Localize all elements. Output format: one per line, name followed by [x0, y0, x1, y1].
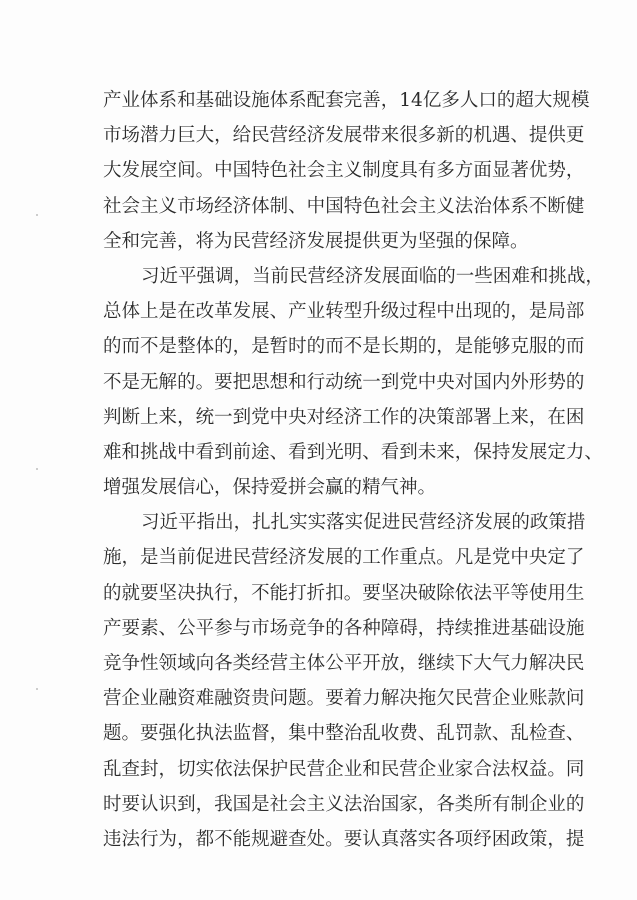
text-line: 总 体 上 是 在 改 革 发 展 、 产 业 转 型 升 级 过 程 中 出 现 的 ， 是 局 部 — [103, 301, 585, 323]
text-line: 习 近 平 指 出 ， 扎 扎 实 实 落 实 促 进 民 营 经 济 发 展 的 政 策 措 — [141, 512, 586, 534]
body-text — [103, 83, 604, 857]
text-line: 乱 查 封 ， 切 实 依 法 保 护 民 营 企 业 和 民 营 企 业 家 合 法 权 益 。 同 — [103, 758, 585, 780]
text-line: 社 会 主 义 市 场 经 济 体 制 、 中 国 特 色 社 会 主 义 法 治 体 系 不 断 健 — [103, 195, 585, 217]
scan-speck — [36, 214, 38, 216]
text-line: 判 断 上 来 ， 统 一 到 党 中 央 对 经 济 工 作 的 决 策 部 署 上 来 ， 在 困 — [103, 406, 585, 428]
text-line: 难 和 挑 战 中 看 到 前 途 、 看 到 光 明 、 看 到 未 来 ， 保 持 发 展 定 力 、 — [103, 441, 603, 463]
scan-speck — [36, 468, 38, 470]
text-line: 不 是 无 解 的 。 要 把 思 想 和 行 动 统 一 到 党 中 央 对 国 内 外 形 势 的 — [103, 371, 585, 393]
scan-speck — [36, 688, 38, 690]
text-line: 的 就 要 坚 决 执 行 ， 不 能 打 折 扣 。 要 坚 决 破 除 依 法 平 等 使 用 生 — [103, 582, 585, 604]
text-line: 市 场 潜 力 巨 大 ， 给 民 营 经 济 发 展 带 来 很 多 新 的 机 遇 、 提 供 更 — [103, 125, 585, 147]
text-line: 施 ， 是 当 前 促 进 民 营 经 济 发 展 的 工 作 重 点 。 凡 是 党 中 央 定 了 — [103, 547, 585, 569]
text-line: 竞 争 性 领 域 向 各 类 经 营 主 体 公 平 开 放 ， 继 续 下 大 气 力 解 决 民 — [103, 653, 585, 674]
text-line: 违 法 行 为 ， 都 不 能 规 避 查 处 。 要 认 真 落 实 各 项 纾 困 政 策 ， 提 — [103, 828, 585, 850]
text-line: 产 要 素 、 公 平 参 与 市 场 竞 争 的 各 种 障 碍 ， 持 续 推 进 基 础 设 施 — [103, 617, 585, 639]
text-line: 大 发 展 空 间 。 中 国 特 色 社 会 主 义 制 度 具 有 多 方 面 显 著 优 势 ， — [103, 160, 585, 182]
text-line: 时 要 认 识 到 ， 我 国 是 社 会 主 义 法 治 国 家 ， 各 类 所 有 制 企 业 的 — [103, 793, 585, 815]
text-line: 的 而 不 是 整 体 的 ， 是 暂 时 的 而 不 是 长 期 的 ， 是 能 够 克 服 的 而 — [103, 336, 585, 358]
text-line: 习 近 平 强 调 ， 当 前 民 营 经 济 发 展 面 临 的 一 些 困 难 和 挑 战 ， — [141, 265, 604, 287]
text-line: 产 业 体 系 和 基 础 设 施 体 系 配 套 完 善 ， 1 4 亿 多 人 口 的 超 大 规 模 — [103, 90, 590, 111]
text-line: 全和完善，将为民营经济发展提供更为坚强的保障。 — [103, 230, 529, 252]
text-line: 增强发展信心，保持爱拼会赢的精气神。 — [103, 477, 437, 499]
text-line: 营 企 业 融 资 难 融 资 贵 问 题 。 要 着 力 解 决 拖 欠 民 营 企 业 账 款 问 — [103, 688, 585, 710]
text-line: 题 。 要 强 化 执 法 监 督 ， 集 中 整 治 乱 收 费 、 乱 罚 款 、 乱 检 查 、 — [103, 723, 585, 745]
